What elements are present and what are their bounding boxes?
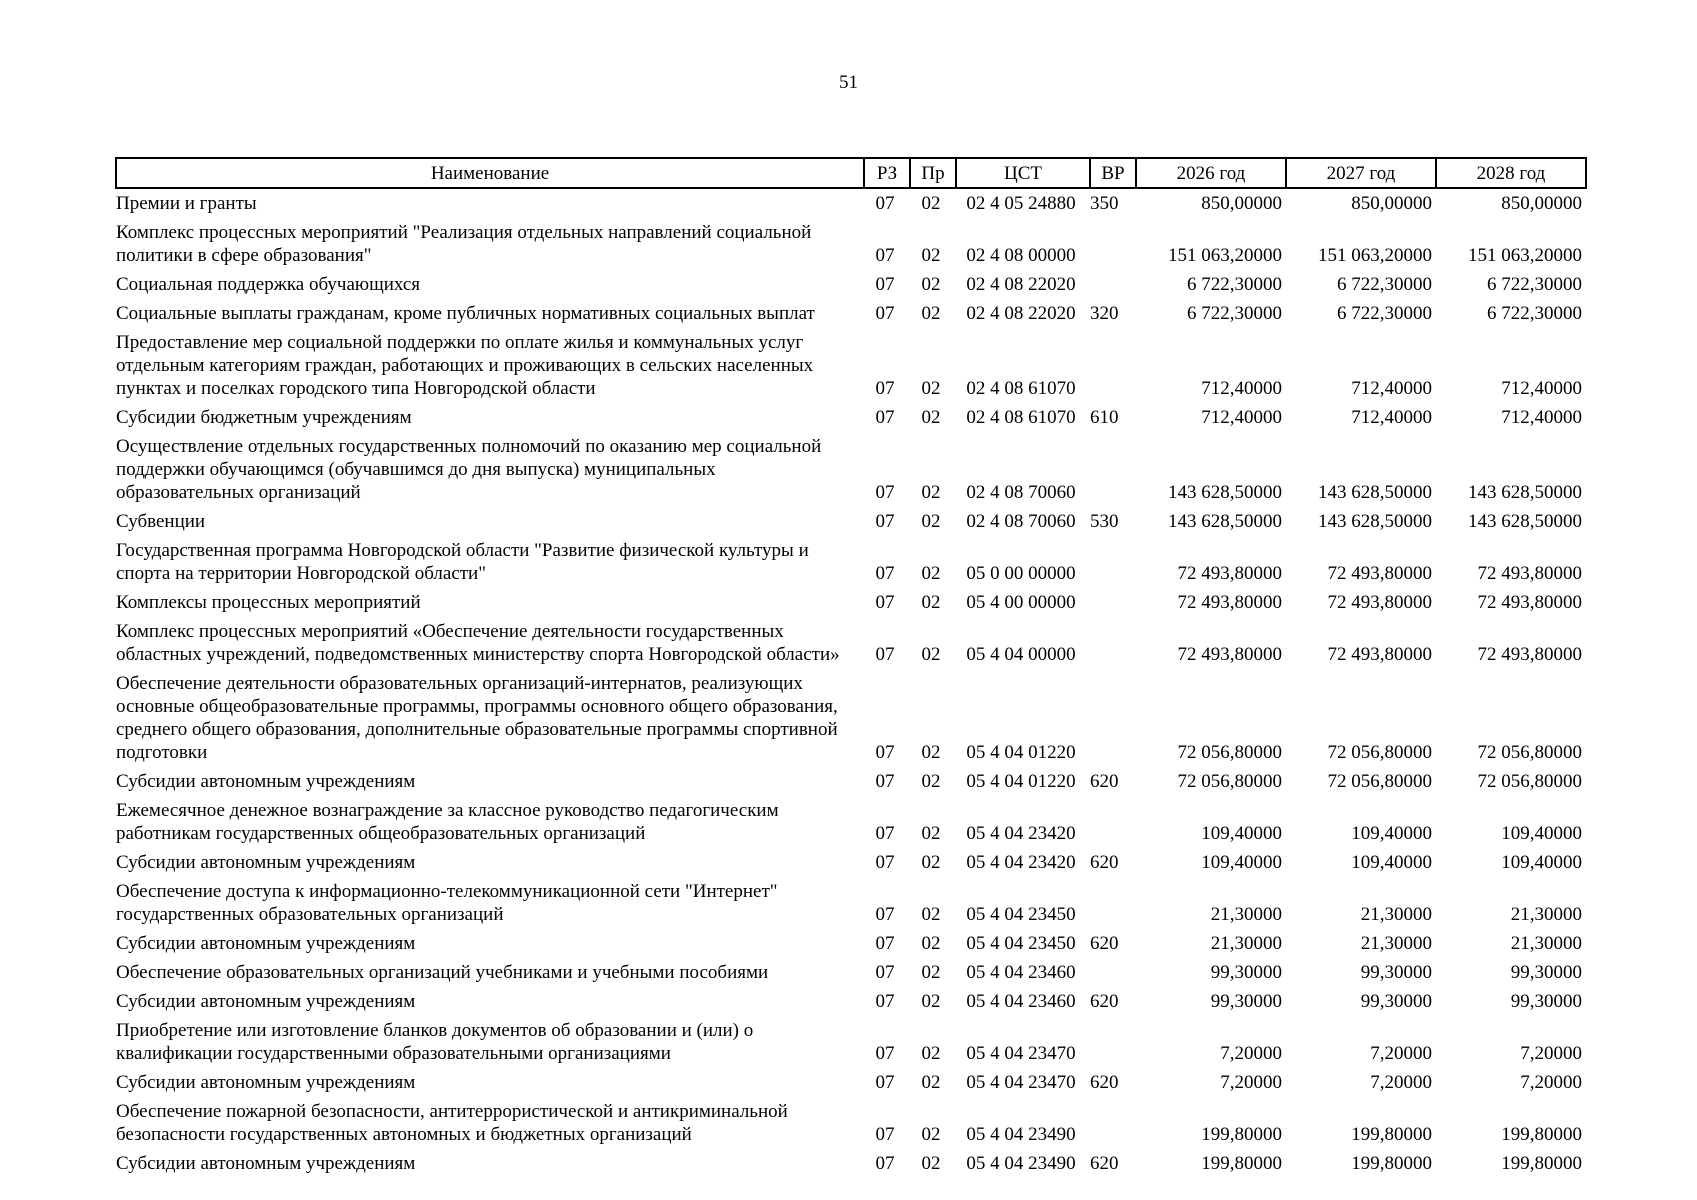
cell-2027: 21,30000 [1360,933,1432,954]
cell-2027: 712,40000 [1351,407,1432,428]
cell-cst: 02 4 08 61070 [966,378,1076,399]
table-row [116,507,1586,536]
cell-2027: 99,30000 [1360,962,1432,983]
cell-vr [1090,617,1136,669]
cell-cst: 05 4 04 23420 [966,823,1076,844]
cell-2027: 7,20000 [1370,1072,1432,1093]
header-vr: ВР [1090,158,1136,188]
cell-rz: 07 [875,193,895,214]
cell-name: Премии и гранты [116,193,257,214]
table-row [116,1097,1586,1149]
cell-2026: 72 493,80000 [1177,592,1282,613]
cell-2028: 7,20000 [1520,1043,1582,1064]
cell-pr: 02 [921,274,941,295]
cell-cst: 02 4 08 70060 [966,511,1076,532]
table-row [116,958,1586,987]
cell-2028: 72 493,80000 [1477,592,1582,613]
cell-cst: 05 4 04 23450 [966,904,1076,925]
cell-vr: 620 [1090,933,1119,954]
cell-cst: 02 4 08 22020 [966,274,1076,295]
table-row [116,328,1586,403]
cell-name: Предоставление мер социальной поддержки по оплате жилья и коммунальных услуг отдельным категориям граждан, работающих и проживающих в сельских населенных пунктах и поселках городского типа Новгородской области [116,332,814,399]
cell-vr [1090,877,1136,929]
cell-2026: 21,30000 [1210,933,1282,954]
cell-rz: 07 [875,1153,895,1174]
budget-table [115,157,1587,1178]
cell-cst: 05 4 04 23490 [966,1153,1076,1174]
cell-name: Субсидии автономным учреждениям [116,852,416,873]
cell-cst: 05 4 04 23470 [966,1043,1076,1064]
cell-name: Обеспечение доступа к информационно-телекоммуникационной сети "Интернет" государственных образовательных организаций [116,881,778,925]
cell-2028: 712,40000 [1501,378,1582,399]
cell-name: Комплекс процессных мероприятий "Реализация отдельных направлений социальной политики в сфере образования" [116,222,812,266]
cell-pr: 02 [921,742,941,763]
table-row [116,299,1586,328]
cell-vr: 620 [1090,1153,1119,1174]
cell-vr: 620 [1090,771,1119,792]
cell-cst: 05 4 04 01220 [966,771,1076,792]
cell-2027: 199,80000 [1351,1124,1432,1145]
cell-vr [1090,218,1136,270]
cell-2026: 72 493,80000 [1177,563,1282,584]
cell-cst: 05 4 04 23460 [966,991,1076,1012]
table-row [116,929,1586,958]
cell-2028: 99,30000 [1510,962,1582,983]
cell-vr [1090,796,1136,848]
cell-name: Социальная поддержка обучающихся [116,274,421,295]
table-row [116,1068,1586,1097]
cell-rz: 07 [875,274,895,295]
cell-name: Обеспечение пожарной безопасности, антитеррористической и антикриминальной безопасности государственных автономных и бюджетных организаций [116,1101,788,1145]
cell-rz: 07 [875,991,895,1012]
cell-vr: 620 [1090,852,1119,873]
cell-2026: 6 722,30000 [1187,303,1282,324]
cell-2027: 199,80000 [1351,1153,1432,1174]
cell-2026: 99,30000 [1210,991,1282,1012]
cell-2026: 72 056,80000 [1177,771,1282,792]
cell-2028: 199,80000 [1501,1124,1582,1145]
cell-2026: 712,40000 [1201,407,1282,428]
cell-pr: 02 [921,852,941,873]
cell-pr: 02 [921,563,941,584]
cell-cst: 02 4 08 00000 [966,245,1076,266]
table-header-row [116,158,1586,188]
cell-cst: 05 4 04 23460 [966,962,1076,983]
cell-rz: 07 [875,482,895,503]
cell-cst: 05 4 00 00000 [966,592,1076,613]
cell-2026: 109,40000 [1201,823,1282,844]
cell-2027: 72 493,80000 [1327,592,1432,613]
cell-rz: 07 [875,962,895,983]
cell-pr: 02 [921,771,941,792]
cell-pr: 02 [921,904,941,925]
cell-pr: 02 [921,482,941,503]
table-row [116,848,1586,877]
table-row [116,403,1586,432]
table-row [116,1149,1586,1178]
cell-name: Социальные выплаты гражданам, кроме публичных нормативных социальных выплат [116,303,815,324]
cell-2026: 72 056,80000 [1177,742,1282,763]
cell-2027: 72 056,80000 [1327,771,1432,792]
table-row [116,432,1586,507]
cell-vr [1090,328,1136,403]
cell-name: Осуществление отдельных государственных полномочий по оказанию мер социальной поддержки обучающимся (обучавшимся до дня выпуска) муниципальных образовательных организаций [116,436,822,503]
cell-rz: 07 [875,245,895,266]
cell-2027: 7,20000 [1370,1043,1432,1064]
cell-2028: 151 063,20000 [1468,245,1582,266]
cell-cst: 05 4 04 23420 [966,852,1076,873]
cell-vr [1090,432,1136,507]
cell-name: Субсидии бюджетным учреждениям [116,407,412,428]
cell-2026: 712,40000 [1201,378,1282,399]
cell-2028: 21,30000 [1510,933,1582,954]
cell-vr [1090,958,1136,987]
cell-2026: 143 628,50000 [1168,511,1282,532]
cell-2026: 199,80000 [1201,1153,1282,1174]
cell-pr: 02 [921,644,941,665]
cell-name: Государственная программа Новгородской области "Развитие физической культуры и спорта на территории Новгородской области" [116,540,809,584]
cell-name: Субсидии автономным учреждениям [116,1072,416,1093]
cell-rz: 07 [875,1072,895,1093]
cell-pr: 02 [921,303,941,324]
cell-2026: 151 063,20000 [1168,245,1282,266]
cell-rz: 07 [875,563,895,584]
cell-2028: 143 628,50000 [1468,511,1582,532]
cell-2028: 72 056,80000 [1477,771,1582,792]
cell-2027: 143 628,50000 [1318,482,1432,503]
cell-pr: 02 [921,991,941,1012]
header-pr: Пр [910,158,956,188]
cell-vr [1090,669,1136,767]
cell-2028: 72 493,80000 [1477,644,1582,665]
cell-name: Субсидии автономным учреждениям [116,991,416,1012]
cell-pr: 02 [921,245,941,266]
cell-2028: 850,00000 [1501,193,1582,214]
cell-2027: 99,30000 [1360,991,1432,1012]
cell-cst: 05 4 04 23490 [966,1124,1076,1145]
cell-cst: 05 4 04 23450 [966,933,1076,954]
cell-cst: 05 4 04 01220 [966,742,1076,763]
cell-2027: 109,40000 [1351,823,1432,844]
cell-rz: 07 [875,823,895,844]
cell-name: Обеспечение образовательных организаций учебниками и учебными пособиями [116,962,769,983]
cell-2028: 109,40000 [1501,823,1582,844]
header-name: Наименование [116,158,864,188]
cell-2026: 7,20000 [1220,1043,1282,1064]
cell-vr [1090,536,1136,588]
cell-vr: 620 [1090,1072,1119,1093]
cell-2027: 72 493,80000 [1327,644,1432,665]
cell-rz: 07 [875,592,895,613]
cell-2026: 21,30000 [1210,904,1282,925]
cell-2028: 21,30000 [1510,904,1582,925]
cell-rz: 07 [875,378,895,399]
cell-vr [1090,1097,1136,1149]
table-row [116,188,1586,218]
cell-2026: 143 628,50000 [1168,482,1282,503]
cell-rz: 07 [875,1124,895,1145]
cell-cst: 02 4 08 70060 [966,482,1076,503]
cell-vr [1090,588,1136,617]
cell-2028: 72 493,80000 [1477,563,1582,584]
cell-name: Комплексы процессных мероприятий [116,592,421,613]
cell-vr: 350 [1090,193,1119,214]
cell-pr: 02 [921,407,941,428]
cell-pr: 02 [921,1153,941,1174]
cell-name: Ежемесячное денежное вознаграждение за классное руководство педагогическим работникам государственных общеобразовательных организаций [116,800,779,844]
cell-pr: 02 [921,592,941,613]
cell-2028: 199,80000 [1501,1153,1582,1174]
cell-name: Приобретение или изготовление бланков документов об образовании и (или) о квалификации государственными образовательными организациями [116,1020,754,1064]
cell-2028: 99,30000 [1510,991,1582,1012]
cell-2027: 850,00000 [1351,193,1432,214]
cell-cst: 02 4 05 24880 [966,193,1076,214]
cell-rz: 07 [875,644,895,665]
cell-2026: 99,30000 [1210,962,1282,983]
table-body [116,188,1586,1178]
cell-2028: 712,40000 [1501,407,1582,428]
header-2026: 2026 год [1136,158,1286,188]
table-row [116,1016,1586,1068]
cell-2028: 6 722,30000 [1487,274,1582,295]
cell-rz: 07 [875,933,895,954]
cell-rz: 07 [875,1043,895,1064]
cell-2026: 72 493,80000 [1177,644,1282,665]
cell-cst: 02 4 08 61070 [966,407,1076,428]
table-row [116,877,1586,929]
cell-vr [1090,270,1136,299]
cell-rz: 07 [875,852,895,873]
table-row [116,669,1586,767]
cell-vr: 320 [1090,303,1119,324]
cell-vr: 530 [1090,511,1119,532]
cell-name: Субсидии автономным учреждениям [116,933,416,954]
header-rz: РЗ [864,158,910,188]
cell-rz: 07 [875,904,895,925]
cell-2026: 6 722,30000 [1187,274,1282,295]
cell-rz: 07 [875,303,895,324]
cell-cst: 05 4 04 23470 [966,1072,1076,1093]
cell-2027: 72 056,80000 [1327,742,1432,763]
cell-rz: 07 [875,771,895,792]
cell-vr: 610 [1090,407,1119,428]
header-2028: 2028 год [1436,158,1586,188]
table-row [116,536,1586,588]
cell-2026: 109,40000 [1201,852,1282,873]
header-cst: ЦСТ [956,158,1090,188]
cell-pr: 02 [921,962,941,983]
page-number: 51 [839,72,858,93]
cell-pr: 02 [921,511,941,532]
cell-pr: 02 [921,1124,941,1145]
cell-name: Субвенции [116,511,206,532]
table-row [116,588,1586,617]
cell-2027: 6 722,30000 [1337,303,1432,324]
cell-2026: 850,00000 [1201,193,1282,214]
cell-2026: 199,80000 [1201,1124,1282,1145]
cell-2028: 6 722,30000 [1487,303,1582,324]
cell-2027: 21,30000 [1360,904,1432,925]
table-row [116,987,1586,1016]
cell-cst: 05 0 00 00000 [966,563,1076,584]
cell-vr: 620 [1090,991,1119,1012]
table-row [116,767,1586,796]
cell-2028: 72 056,80000 [1477,742,1582,763]
table-row [116,270,1586,299]
cell-pr: 02 [921,933,941,954]
header-2027: 2027 год [1286,158,1436,188]
cell-name: Обеспечение деятельности образовательных организаций-интернатов, реализующих основные общеобразовательные программы, программы основного общего образования, среднего общего образования, дополнительные образовательные программы спортивной подготовки [116,673,838,763]
table-row [116,617,1586,669]
cell-name: Субсидии автономным учреждениям [116,1153,416,1174]
cell-rz: 07 [875,511,895,532]
cell-name: Комплекс процессных мероприятий «Обеспечение деятельности государственных областных учреждений, подведомственных министерству спорта Новгородской области» [116,621,840,665]
cell-cst: 05 4 04 00000 [966,644,1076,665]
cell-pr: 02 [921,378,941,399]
cell-pr: 02 [921,823,941,844]
cell-2027: 109,40000 [1351,852,1432,873]
table-row [116,796,1586,848]
cell-2028: 7,20000 [1520,1072,1582,1093]
cell-rz: 07 [875,742,895,763]
cell-rz: 07 [875,407,895,428]
cell-2027: 143 628,50000 [1318,511,1432,532]
cell-2027: 72 493,80000 [1327,563,1432,584]
cell-name: Субсидии автономным учреждениям [116,771,416,792]
cell-2027: 712,40000 [1351,378,1432,399]
cell-2026: 7,20000 [1220,1072,1282,1093]
cell-2028: 109,40000 [1501,852,1582,873]
cell-2027: 151 063,20000 [1318,245,1432,266]
cell-pr: 02 [921,1043,941,1064]
table-row [116,218,1586,270]
cell-2028: 143 628,50000 [1468,482,1582,503]
cell-pr: 02 [921,1072,941,1093]
cell-cst: 02 4 08 22020 [966,303,1076,324]
cell-2027: 6 722,30000 [1337,274,1432,295]
cell-pr: 02 [921,193,941,214]
cell-vr [1090,1016,1136,1068]
